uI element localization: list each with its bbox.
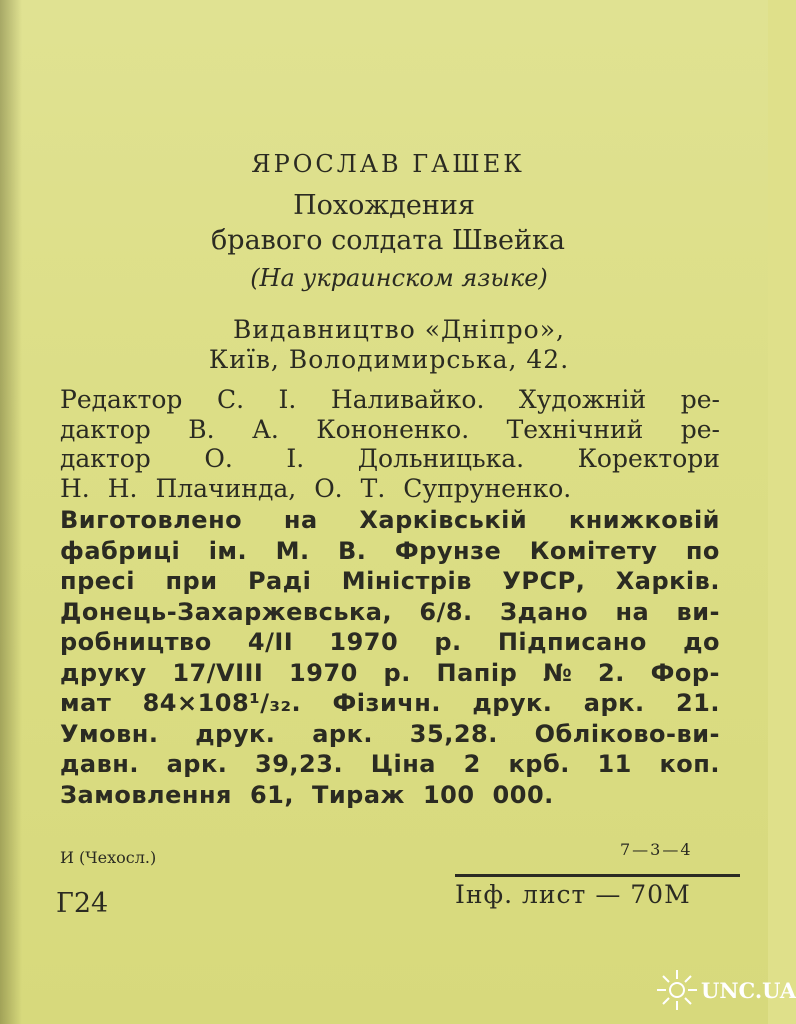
title-line-1: Похождения xyxy=(293,190,475,221)
word: 11 xyxy=(597,750,632,778)
word: арк. xyxy=(166,750,228,778)
editors-line xyxy=(60,444,720,474)
word: ре- xyxy=(680,414,720,444)
sun-burst-icon xyxy=(655,968,699,1012)
word: 1970 xyxy=(289,658,358,687)
word: р. xyxy=(434,628,462,656)
word: арк. xyxy=(312,719,373,748)
editors-block xyxy=(60,385,720,503)
word: Замовлення xyxy=(60,780,232,809)
word: В. xyxy=(188,414,215,444)
word: мат xyxy=(60,689,112,717)
word: Фізичн. xyxy=(332,689,441,717)
word: 35,28. xyxy=(409,719,498,748)
watermark-text: UNC.UA xyxy=(701,977,796,1003)
word: 17/VIII xyxy=(172,658,264,687)
word: робництво xyxy=(60,628,212,656)
word: Папір xyxy=(436,658,518,687)
word: М. xyxy=(275,536,310,565)
word: Дольницька. xyxy=(357,444,525,473)
word: коп. xyxy=(659,750,720,778)
word: фабриці xyxy=(60,536,181,565)
word: 2. xyxy=(598,658,625,687)
word: О. xyxy=(204,444,233,473)
author-name: ЯРОСЛАВ ГАШЕК xyxy=(251,150,525,178)
word: 39,23. xyxy=(255,750,344,778)
footer-info-sheet: Інф. лист — 70М xyxy=(455,880,691,909)
word: Т. xyxy=(360,473,386,503)
word: УРСР, xyxy=(502,567,586,595)
title-line-2: бравого солдата Швейка xyxy=(211,225,565,256)
watermark xyxy=(655,968,796,1012)
word: книжковій xyxy=(568,506,720,534)
word: ви- xyxy=(676,597,720,626)
publisher-name: Видавництво «Дніпро», xyxy=(233,315,565,344)
word: Раді xyxy=(247,567,312,595)
word: 84×108¹/₃₂. xyxy=(142,689,302,717)
word: О. xyxy=(314,473,343,503)
word: по xyxy=(685,536,720,565)
publisher-address: Київ, Володимирська, 42. xyxy=(208,345,570,374)
production-line xyxy=(60,505,720,536)
editors-line xyxy=(60,474,720,504)
word: на xyxy=(283,506,318,534)
production-line xyxy=(60,536,720,567)
word: Міністрів xyxy=(341,567,472,595)
word: Кононенко. xyxy=(316,414,470,444)
production-block xyxy=(60,505,720,810)
word: Донець-Захаржевська, xyxy=(60,597,393,626)
word: А. xyxy=(251,414,279,444)
footer-print-code: И (Чехосл.) xyxy=(60,848,157,867)
word: 2 xyxy=(463,750,481,778)
word: ім. xyxy=(208,536,248,565)
word: В. xyxy=(338,536,367,565)
word: 000. xyxy=(492,780,554,809)
word: Харківській xyxy=(359,506,528,534)
production-line xyxy=(60,780,720,811)
word: С. xyxy=(216,385,245,414)
word: Плачинда, xyxy=(155,473,297,503)
word: І. xyxy=(278,385,297,414)
production-line xyxy=(60,688,720,719)
word: до xyxy=(683,628,720,656)
production-line xyxy=(60,719,720,750)
word: арк. xyxy=(583,689,645,717)
production-line xyxy=(60,627,720,658)
word: пресі xyxy=(60,567,135,595)
word: Тираж xyxy=(311,780,405,809)
word: 4/ІІ xyxy=(247,628,294,656)
word: Умовн. xyxy=(60,719,159,748)
word: Ціна xyxy=(370,750,436,778)
word: 100 xyxy=(422,780,475,809)
word: Художній xyxy=(518,385,647,414)
word: Виготовлено xyxy=(60,506,243,534)
word: Обліково-ви- xyxy=(534,719,720,748)
word: крб. xyxy=(508,750,570,778)
word: 6/8. xyxy=(419,597,473,626)
footer-rule xyxy=(455,874,740,877)
word: Здано xyxy=(499,597,589,626)
word: р. xyxy=(383,658,411,687)
production-line xyxy=(60,749,720,780)
word: Н. xyxy=(107,473,138,503)
word: ре- xyxy=(680,385,720,414)
word: на xyxy=(615,597,650,626)
word: № xyxy=(542,658,573,687)
footer-index-code: 7—3—4 xyxy=(620,840,693,859)
word: друк. xyxy=(472,689,553,717)
word: Харків. xyxy=(615,567,720,595)
editors-line xyxy=(60,415,720,445)
word: Фор- xyxy=(650,658,720,687)
word: Комітету xyxy=(529,536,658,565)
production-line xyxy=(60,597,720,628)
language-note: (На украинском языке) xyxy=(250,264,548,292)
word: Н. xyxy=(60,473,90,503)
word: 21. xyxy=(675,689,720,717)
word: Коректори xyxy=(577,444,720,473)
word: 1970 xyxy=(329,628,399,656)
word: при xyxy=(165,567,218,595)
word: Підписано xyxy=(497,628,647,656)
word: дактор xyxy=(60,414,151,444)
word: Редактор xyxy=(60,385,183,414)
word: 61, xyxy=(249,780,294,809)
word: Технічний xyxy=(506,414,644,444)
editors-line xyxy=(60,385,720,415)
production-line xyxy=(60,566,720,597)
production-line xyxy=(60,658,720,689)
footer-catalog-code: Г24 xyxy=(56,888,109,919)
word: Супруненко. xyxy=(403,473,572,503)
word: дактор xyxy=(60,444,151,473)
word: давн. xyxy=(60,750,139,778)
word: друку xyxy=(60,658,147,687)
word: друк. xyxy=(195,719,276,748)
word: Наливайко. xyxy=(330,385,485,414)
word: Фрунзе xyxy=(394,536,502,565)
word: І. xyxy=(286,444,305,473)
